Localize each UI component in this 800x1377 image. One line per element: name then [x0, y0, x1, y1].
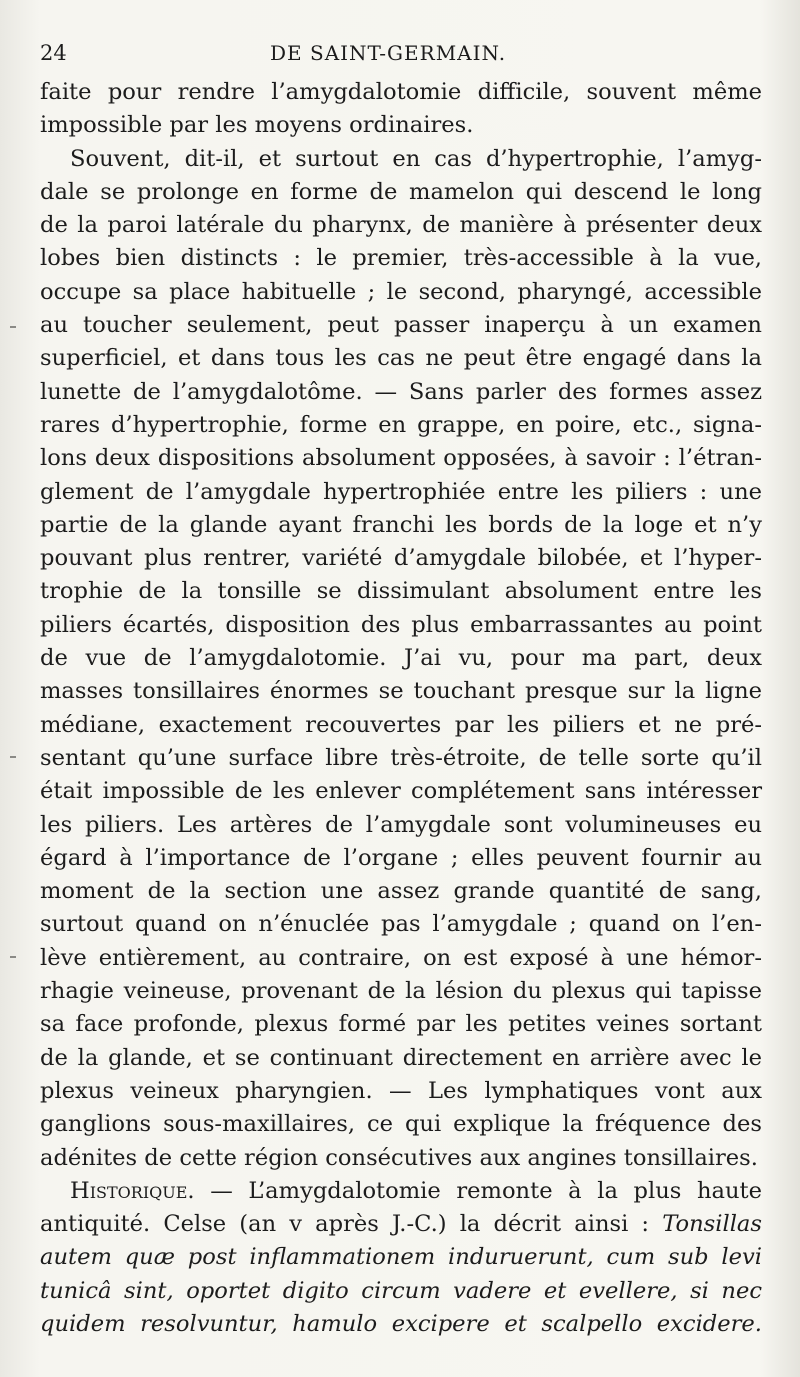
text-line	[40, 1175, 762, 1208]
text-line	[40, 1208, 762, 1241]
text-line	[40, 509, 762, 542]
text-run: de la glande, et se continuant directement en arrière avec le	[40, 1044, 762, 1071]
margin-mark	[10, 756, 16, 758]
text-line	[40, 109, 762, 142]
latin-quote: quidem resolvuntur, hamulo excipere et scalpello excidere.	[40, 1310, 762, 1337]
margin-mark	[10, 956, 16, 958]
text-run: lève entièrement, au contraire, on est exposé à une hémor-	[40, 944, 762, 971]
text-line	[40, 1075, 762, 1108]
text-line	[40, 642, 762, 675]
text-run: — L’amygdalotomie remonte à la plus haute	[194, 1177, 762, 1204]
text-line	[40, 675, 762, 708]
text-line	[40, 875, 762, 908]
text-run: faite pour rendre l’amygdalotomie difficile, souvent même	[40, 79, 762, 105]
text-run: antiquité. Celse (an v après J.-C.) la décrit ainsi :	[40, 1211, 663, 1238]
text-run: pouvant plus rentrer, variété d’amygdale bilobée, et l’hyper-	[40, 545, 762, 572]
text-run: les piliers. Les artères de l’amygdale sont volumineuses eu	[40, 811, 762, 838]
text-line	[40, 242, 762, 275]
text-line	[40, 1241, 762, 1274]
text-run: piliers écartés, disposition des plus embarrassantes au point	[40, 611, 762, 638]
text-run: sa face profonde, plexus formé par les petites veines sortant	[40, 1011, 762, 1038]
text-run: surtout quand on n’énuclée pas l’amygdale ; quand on l’en-	[40, 911, 762, 938]
text-line	[40, 1008, 762, 1041]
text-line	[40, 709, 762, 742]
text-line	[40, 376, 762, 409]
running-head: DE SAINT-GERMAIN.	[270, 41, 507, 65]
latin-quote: tunicâ sint, oportet digito circum vadere et evellere, si nec	[40, 1277, 762, 1304]
text-run: trophie de la tonsille se dissimulant absolument entre les	[40, 578, 762, 605]
text-run: masses tonsillaires énormes se touchant presque sur la ligne	[40, 678, 762, 705]
latin-quote: Tonsillas	[662, 1211, 762, 1238]
text-line	[40, 542, 762, 575]
text-run: glement de l’amygdale hypertrophiée entre les piliers : une	[40, 478, 762, 505]
text-line	[40, 1142, 762, 1175]
text-line	[40, 409, 762, 442]
text-run: sentant qu’une surface libre très-étroite, de telle sorte qu’il	[40, 744, 762, 771]
text-run: rares d’hypertrophie, forme en grappe, en poire, etc., signa-	[40, 411, 762, 438]
text-line	[40, 609, 762, 642]
text-line	[40, 76, 762, 109]
text-line	[40, 742, 762, 775]
text-run: médiane, exactement recouvertes par les piliers et ne pré-	[40, 711, 762, 738]
text-run: dale se prolonge en forme de mamelon qui descend le long	[40, 178, 762, 205]
text-run: lons deux dispositions absolument opposées, à savoir : l’étran-	[40, 445, 762, 472]
text-run: partie de la glande ayant franchi les bords de la loge et n’y	[40, 511, 762, 538]
text-line	[40, 476, 762, 509]
page-header	[40, 38, 760, 68]
text-run: Souvent, dit-il, et surtout en cas d’hypertrophie, l’amyg-	[70, 145, 762, 172]
text-line	[40, 1308, 762, 1341]
text-line	[40, 1275, 762, 1308]
text-line	[40, 176, 762, 209]
text-run: était impossible de les enlever complétement sans intéresser	[40, 778, 762, 805]
text-run: égard à l’importance de l’organe ; elles peuvent fournir au	[40, 844, 762, 871]
text-line	[40, 908, 762, 941]
page-number: 24	[40, 41, 67, 65]
text-run: ganglions sous-maxillaires, ce qui explique la fréquence des	[40, 1111, 762, 1138]
latin-quote: autem quæ post inflammationem induruerunt, cum sub levi	[40, 1244, 762, 1271]
text-run: rhagie veineuse, provenant de la lésion du plexus qui tapisse	[40, 978, 762, 1005]
text-run: impossible par les moyens ordinaires.	[40, 112, 474, 139]
text-run: de la paroi latérale du pharynx, de manière à présenter deux	[40, 212, 762, 239]
text-line	[40, 1108, 762, 1141]
text-line	[40, 809, 762, 842]
text-line	[40, 342, 762, 375]
section-heading: Historique.	[70, 1177, 195, 1204]
text-line	[40, 575, 762, 608]
text-line	[40, 309, 762, 342]
text-line	[40, 143, 762, 176]
text-run: lunette de l’amygdalotôme. — Sans parler des formes assez	[40, 378, 762, 405]
body-text	[40, 76, 762, 1341]
text-run: moment de la section une assez grande quantité de sang,	[40, 878, 762, 905]
text-line	[40, 975, 762, 1008]
text-run: occupe sa place habituelle ; le second, pharyngé, accessible	[40, 278, 762, 305]
margin-mark	[10, 326, 16, 328]
text-line	[40, 942, 762, 975]
text-line	[40, 209, 762, 242]
text-line	[40, 1042, 762, 1075]
text-run: adénites de cette région consécutives aux angines tonsillaires.	[40, 1144, 758, 1171]
text-line	[40, 775, 762, 808]
text-run: plexus veineux pharyngien. — Les lymphatiques vont aux	[40, 1077, 762, 1104]
text-run: lobes bien distincts : le premier, très-accessible à la vue,	[40, 245, 762, 272]
text-line	[40, 842, 762, 875]
text-run: de vue de l’amygdalotomie. J’ai vu, pour ma part, deux	[40, 645, 762, 672]
text-line	[40, 276, 762, 309]
text-run: au toucher seulement, peut passer inaperçu à un examen	[40, 312, 762, 339]
text-run: superficiel, et dans tous les cas ne peut être engagé dans la	[40, 345, 762, 372]
text-line	[40, 442, 762, 475]
